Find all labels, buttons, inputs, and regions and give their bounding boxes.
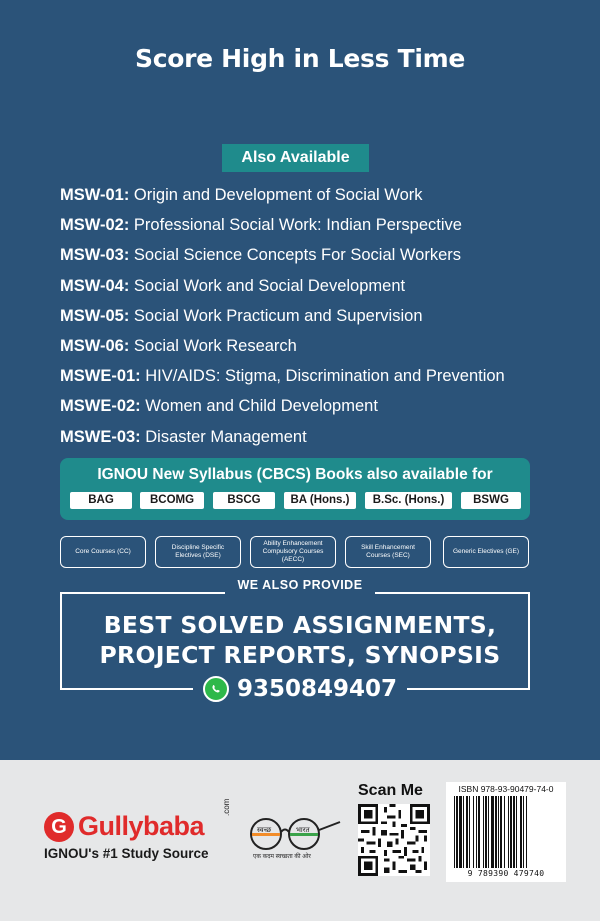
category-aecc: Ability Enhancement Compulsory Courses (AECC)	[250, 536, 336, 568]
category-sec: Skill Enhancement Courses (SEC)	[345, 536, 431, 568]
gullybaba-logo-icon: G	[44, 812, 74, 842]
also-available-badge: Also Available	[222, 144, 369, 172]
course-code: MSW-01:	[60, 186, 130, 204]
course-title: HIV/AIDS: Stigma, Discrimination and Prevention	[140, 367, 505, 386]
course-item	[60, 216, 580, 246]
brand-name: Gullybaba	[78, 811, 205, 841]
program-chip-bscg: BSCG	[213, 492, 275, 509]
provide-line-2: PROJECT REPORTS, SYNOPSIS	[99, 641, 501, 669]
phone-row	[0, 676, 600, 702]
course-code: MSW-06:	[60, 336, 130, 355]
course-item	[60, 397, 580, 427]
category-core-courses: Core Courses (CC)	[60, 536, 146, 568]
course-title: Social Science Concepts For Social Workers	[129, 246, 462, 265]
qr-code[interactable]	[358, 804, 430, 876]
course-title: Social Work Practicum and Supervision	[129, 306, 423, 325]
course-title: Social Work and Social Development	[129, 276, 406, 295]
program-chip-bsc-hons: B.Sc. (Hons.)	[365, 492, 452, 509]
provide-line-1: BEST SOLVED ASSIGNMENTS,	[103, 611, 497, 639]
course-list	[60, 186, 580, 458]
swachh-caption: एक कदम स्वच्छता की ओर	[253, 854, 311, 860]
whatsapp-icon	[203, 676, 229, 702]
course-title: Women and Child Development	[140, 397, 378, 416]
course-title: Social Work Research	[129, 336, 297, 355]
barcode-digits: 9 789390 479740	[467, 869, 545, 878]
cbcs-title: IGNOU New Syllabus (CBCS) Books also available for	[97, 466, 493, 483]
course-item	[60, 246, 580, 276]
course-title: Professional Social Work: Indian Perspective	[129, 216, 462, 235]
category-ge: Generic Electives (GE)	[443, 536, 529, 568]
program-chip-bswg: BSWG	[461, 492, 521, 509]
scan-me-label: Scan Me	[358, 782, 423, 799]
course-code: MSW-04:	[60, 276, 130, 295]
course-title: Origin and Development of Social Work	[129, 186, 423, 204]
course-code: MSW-02:	[60, 216, 130, 235]
course-code: MSW-03:	[60, 246, 130, 265]
course-code: MSWE-03:	[60, 427, 141, 446]
course-title: Disaster Management	[140, 427, 307, 446]
course-item	[60, 277, 580, 307]
isbn-barcode-block	[446, 782, 566, 882]
phone-number: 9350849407	[236, 676, 398, 702]
bharat-word: भारत	[296, 826, 310, 834]
course-code: MSW-05:	[60, 306, 130, 325]
course-item	[60, 367, 580, 397]
barcode	[452, 796, 560, 868]
phone-contact	[193, 676, 407, 702]
brand-tagline: IGNOU's #1 Study Source	[44, 846, 209, 861]
program-chip-ba-hons: BA (Hons.)	[284, 492, 356, 509]
program-chip-bag: BAG	[70, 492, 132, 509]
course-code: MSWE-01:	[60, 367, 141, 386]
course-item	[60, 186, 580, 216]
program-chip-bcomg: BCOMG	[140, 492, 204, 509]
isbn-label: ISBN 978-93-90479-74-0	[458, 784, 554, 794]
cbcs-panel	[60, 458, 530, 520]
course-item	[60, 428, 580, 458]
category-dse: Discipline Specific Electives (DSE)	[155, 536, 241, 568]
provide-label-row	[0, 576, 600, 594]
course-item	[60, 307, 580, 337]
course-code: MSWE-02:	[60, 397, 141, 416]
headline: Score High in Less Time	[134, 44, 466, 73]
swachh-word: स्वच्छ	[257, 826, 272, 834]
provide-label: WE ALSO PROVIDE	[225, 576, 374, 594]
course-item	[60, 337, 580, 367]
brand-suffix: .com	[222, 798, 231, 816]
